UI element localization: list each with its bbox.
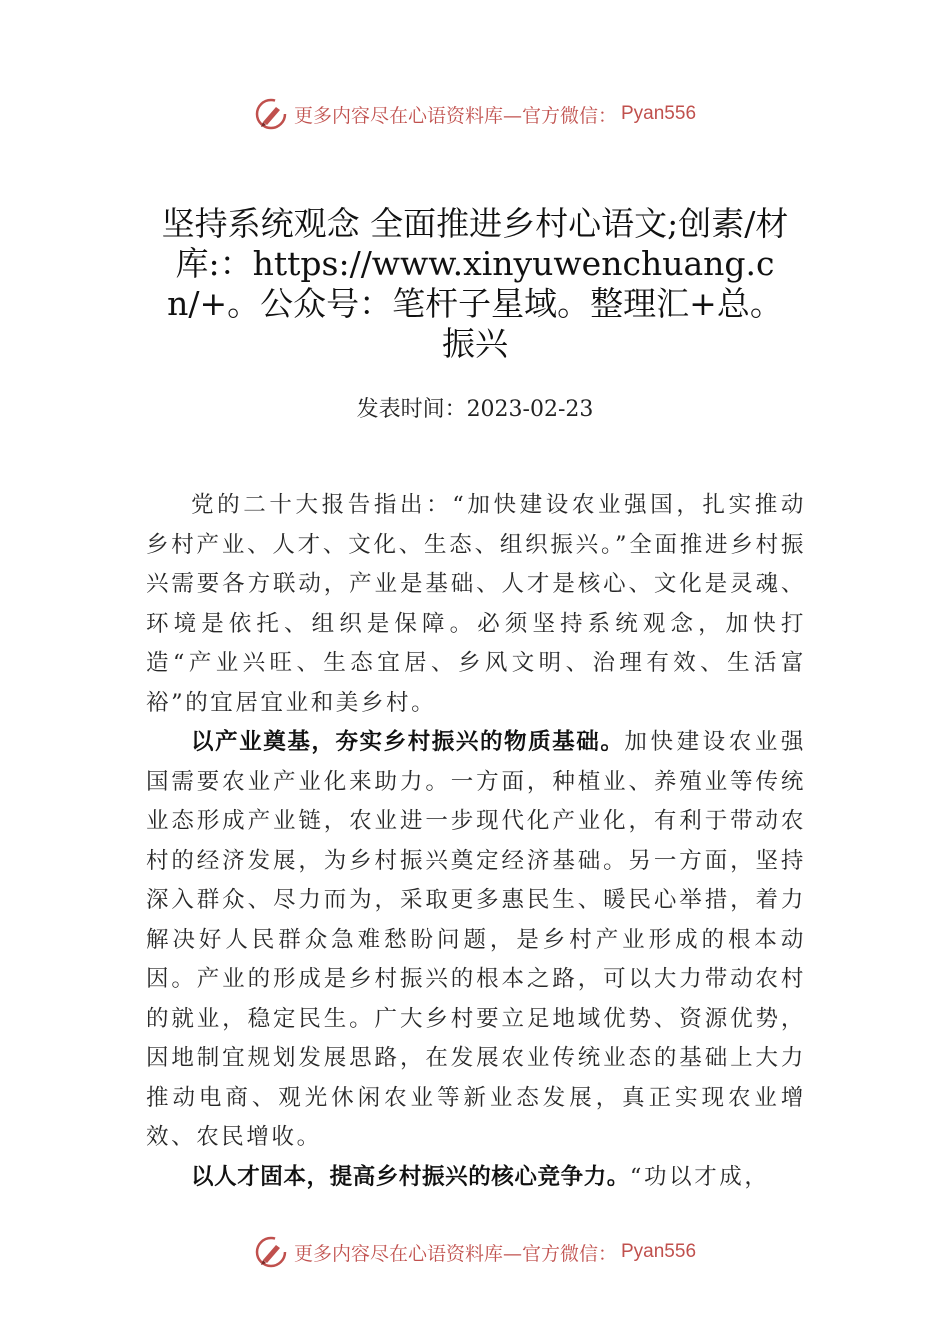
pen-logo-icon	[254, 97, 288, 131]
watermark-banner-bottom	[0, 1232, 950, 1272]
article-body	[146, 486, 806, 1197]
watermark-text: 更多内容尽在心语资料库—官方微信：	[293, 1242, 617, 1265]
paragraph	[146, 723, 806, 1158]
watermark-text: 更多内容尽在心语资料库—官方微信：	[293, 104, 617, 127]
pen-logo-icon	[254, 1235, 288, 1269]
article-title: 坚持系统观念 全面推进乡村心语文;创素/材库:：https://www.xinyuwenchuang.cn/+。公众号：笔杆子星域。整理汇+总。振兴	[161, 204, 789, 363]
paragraph-lead: 以产业奠基，夯实乡村振兴的物质基础。	[191, 729, 625, 755]
publish-date: 发表时间：2023-02-23	[356, 397, 594, 422]
watermark-banner-top	[0, 94, 950, 134]
paragraph	[146, 486, 806, 723]
watermark-wechat-id: Pyan556	[621, 1241, 697, 1262]
paragraph-text: 党的二十大报告指出：“加快建设农业强国，扎实推动乡村产业、人才、文化、生态、组织振兴。”全面推进乡村振兴需要各方联动，产业是基础、人才是核心、文化是灵魂、环境是依托、组织是保障。必须坚持系统观念，加快打造“产业兴旺、生态宜居、乡风文明、治理有效、生活富裕”的宜居宜业和美乡村。	[146, 492, 806, 716]
watermark-wechat-id: Pyan556	[621, 103, 697, 124]
paragraph-text: “功以才成，	[629, 1163, 770, 1190]
paragraph	[146, 1158, 806, 1198]
paragraph-lead: 以人才固本，提高乡村振兴的核心竞争力。	[191, 1163, 630, 1190]
paragraph-text: 加快建设农业强国需要农业产业化来助力。一方面，种植业、养殖业等传统业态形成产业链，农业进一步现代化产业化，有利于带动农村的经济发展，为乡村振兴奠定经济基础。另一方面，坚持深入群众、尽力而为，采取更多惠民生、暖民心举措，着力解决好人民群众急难愁盼问题，是乡村产业形成的根本动因。产业的形成是乡村振兴的根本之路，可以大力带动农村的就业，稳定民生。广大乡村要立足地域优势、资源优势， 因地制宜规划发展思路，在发展农业传统业态的基础上大力推动电商、观光休闲农业等新业态发展，真正实现农业增效、农民增收。	[146, 729, 806, 1150]
